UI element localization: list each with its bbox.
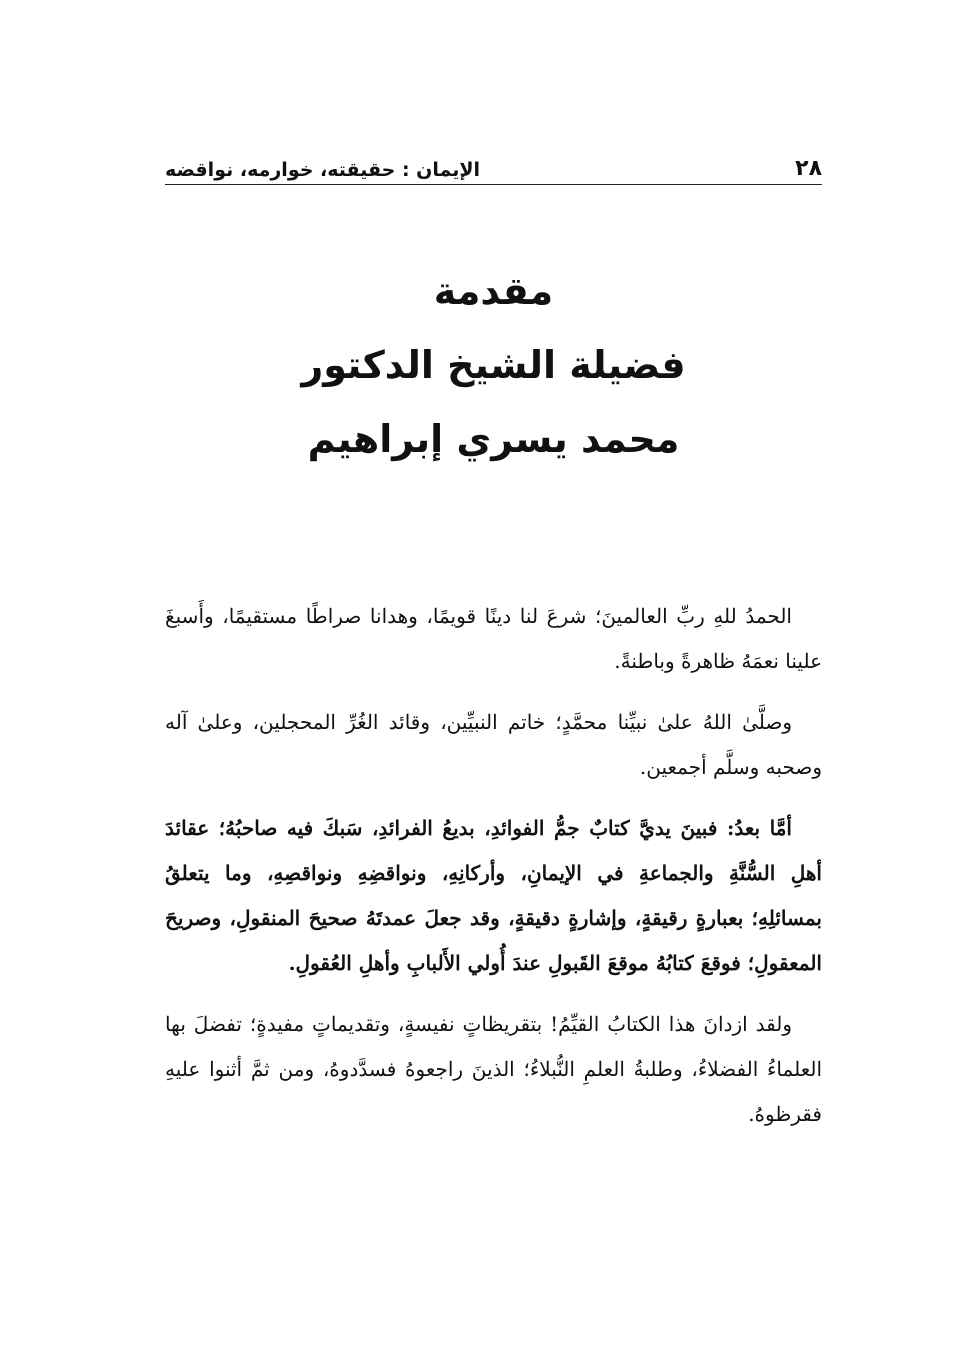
page-number: ٢٨ [795, 156, 822, 181]
header-divider [165, 184, 822, 185]
running-header-title: الإيمان : حقيقته، خوارمه، نواقضه [165, 159, 481, 181]
body-text [165, 594, 822, 1153]
heading-author-title: فضيلة الشيخ الدكتور [301, 343, 686, 387]
paragraph-book-description: أمَّا بعدُ: فبينَ يديَّ كتابٌ جمُّ الفوائدِ، بديعُ الفرائدِ، سَبكَ فيه صاحبُهُ؛ عقائدَ أهلِ السُّنَّةِ والجماعةِ في الإيمانِ، وأركانِهِ، ونواقضِهِ ونواقصِهِ، وما يتعلقُ بمسائلِهِ؛ بعبارةٍ رقيقةٍ، وإشارةٍ دقيقةٍ، وقد جعلَ عمدتَهُ صحيحَ المنقولِ، وصريحَ المعقولِ؛ فوقعَ كتابُهُ موقعَ القَبولِ عندَ أُولي الأَلبابِ وأهلِ العُقولِ. [165, 816, 822, 975]
heading-author-name: محمد يسري إبراهيم [307, 417, 680, 461]
chapter-heading [165, 269, 822, 494]
heading-introduction: مقدمة [433, 269, 554, 313]
paragraph-praise: الحمدُ للهِ ربِّ العالمينَ؛ شرعَ لنا دينًا قويمًا، وهدانا صراطًا مستقيمًا، وأَسبغَ علينا نعمَهُ ظاهرةً وباطنةً. [165, 604, 822, 673]
paragraph-endorsements: ولقد ازدانَ هذا الكتابُ القيِّمُ! بتقريظاتٍ نفيسةٍ، وتقديماتٍ مفيدةٍ؛ تفضلَ بها العلماءُ الفضلاءُ، وطلبةُ العلمِ النُّبلاءُ؛ الذينَ راجعوهُ فسدَّدوهُ، ومن ثمَّ أثنوا عليهِ فقرظوهُ. [165, 1012, 822, 1126]
paragraph-salutation: وصلَّىٰ اللهُ علىٰ نبيِّنا محمَّدٍ؛ خاتم النبيِّين، وقائد الغُرِّ المحجلين، وعلىٰ آله وصحبه وسلَّم أجمعين. [165, 710, 822, 779]
running-header [165, 140, 822, 180]
